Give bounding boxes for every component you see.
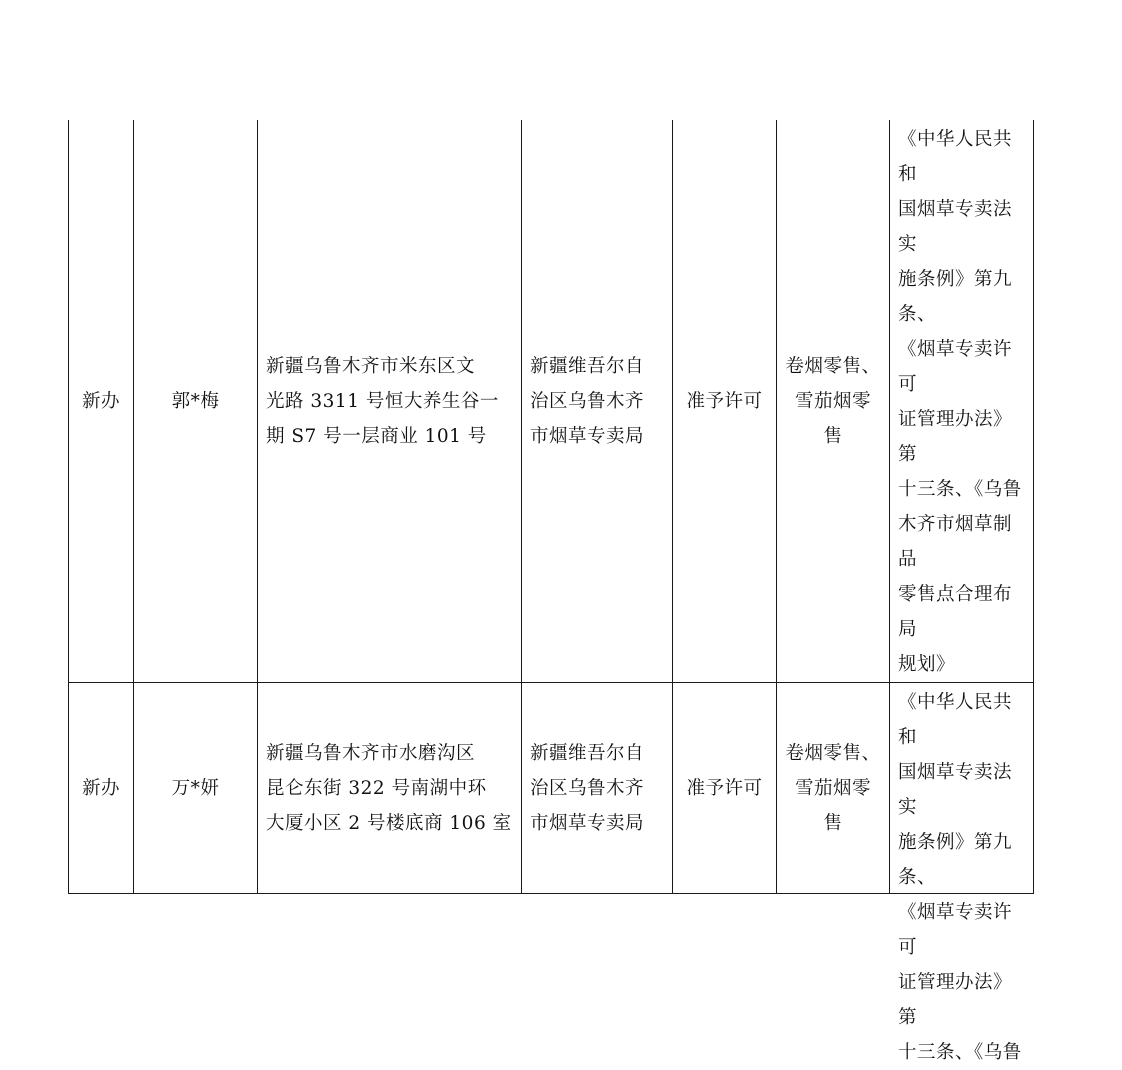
application-type: 新办 (81, 390, 120, 412)
business-address: 新疆乌鲁木齐市水磨沟区 昆仑东街 322 号南湖中环 大厦小区 2 号楼底商 106 室 (266, 742, 512, 834)
application-type-cell (69, 120, 134, 683)
license-table (68, 120, 1034, 1063)
legal-basis-cell (890, 683, 1034, 1063)
decision-result: 准予许可 (686, 777, 763, 799)
legal-basis: 《中华人民共和 国烟草专卖法实 施条例》第九条、 《烟草专卖许可 证管理办法》第 十三条、《乌鲁 木齐市烟草制品 零售点合理布局 规划》 (898, 129, 1022, 675)
business-address: 新疆乌鲁木齐市米东区文 光路 3311 号恒大养生谷一 期 S7 号一层商业 101 号 (266, 355, 499, 447)
decision-result-cell (673, 683, 777, 894)
business-scope-cell (777, 683, 890, 894)
applicant-name-cell (134, 683, 258, 894)
applicant-name: 郭*梅 (171, 390, 220, 412)
applicant-name-cell (134, 120, 258, 683)
decision-result-cell (673, 120, 777, 683)
decision-result: 准予许可 (686, 390, 763, 412)
licensing-authority: 新疆维吾尔自 治区乌鲁木齐 市烟草专卖局 (530, 355, 645, 447)
business-address-cell (258, 120, 522, 683)
legal-basis: 《中华人民共和 国烟草专卖法实 施条例》第九条、 《烟草专卖许可 证管理办法》第 十三条、《乌鲁 (898, 692, 1022, 1063)
business-scope-cell (777, 120, 890, 683)
business-scope: 卷烟零售、 雪茄烟零 售 (785, 742, 881, 834)
table-row (69, 120, 1034, 683)
licensing-authority-cell (522, 120, 673, 683)
legal-basis-cell (890, 120, 1034, 683)
licensing-authority-cell (522, 683, 673, 894)
licensing-authority: 新疆维吾尔自 治区乌鲁木齐 市烟草专卖局 (530, 742, 645, 834)
application-type: 新办 (81, 777, 120, 799)
business-address-cell (258, 683, 522, 894)
table-row (69, 683, 1034, 894)
business-scope: 卷烟零售、 雪茄烟零 售 (785, 355, 881, 447)
applicant-name: 万*妍 (171, 777, 220, 799)
application-type-cell (69, 683, 134, 894)
